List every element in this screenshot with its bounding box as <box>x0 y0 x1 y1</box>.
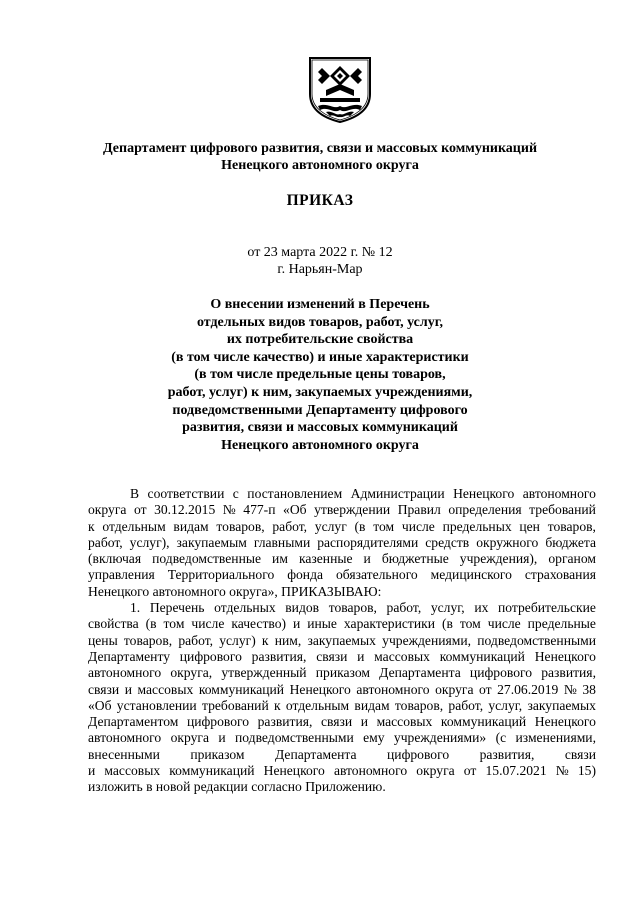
title-line: развития, связи и массовых коммуникаций <box>182 420 458 436</box>
body-line <box>88 665 596 681</box>
body-word: свойства <box>88 616 139 632</box>
body-word: товаров, <box>547 518 596 534</box>
body-word: связи <box>88 681 120 697</box>
body-line <box>88 763 596 779</box>
body-word: услуг, <box>488 697 523 713</box>
title-line: работ, услуг) к ним, закупаемых учреждениями, <box>167 384 473 400</box>
body-word: цифрового <box>469 665 533 681</box>
body-word: округа <box>416 763 455 779</box>
body-line <box>88 616 596 632</box>
body-line: изложить в новой редакции согласно Приложению. <box>88 779 386 795</box>
body-word: том <box>373 518 395 534</box>
body-word: числе <box>487 616 521 632</box>
body-word: подведомственные <box>152 551 262 567</box>
body-word: услуг), <box>129 534 170 550</box>
body-word: цифрового <box>186 714 250 730</box>
body-word: закупаемым <box>176 534 247 550</box>
body-word: казенные <box>298 551 353 567</box>
body-word: 15.07.2021 <box>485 763 547 779</box>
body-word: соответствии <box>147 486 225 501</box>
body-word: к <box>261 632 269 648</box>
body-word: им <box>272 551 288 567</box>
body-line: Ненецкого автономного округа», ПРИКАЗЫВАЮ: <box>88 583 382 599</box>
body-word: 30.12.2015 <box>154 502 216 518</box>
body-word: числе <box>191 616 225 632</box>
body-word: Правил <box>397 502 441 518</box>
body-word: цен <box>519 518 540 534</box>
body-line <box>88 714 596 730</box>
body-word: В <box>130 486 140 501</box>
body-word: окружного <box>476 534 539 550</box>
body-word: том <box>163 616 185 632</box>
body-word: развития, <box>541 665 596 681</box>
body-word: требований <box>201 697 269 713</box>
body-line <box>88 535 596 551</box>
department-name <box>0 140 640 174</box>
body-word: приказом <box>315 665 370 681</box>
document-type: ПРИКАЗ <box>286 192 354 209</box>
body-word: услуг <box>314 518 347 534</box>
document-title <box>0 296 640 454</box>
body-word: работ, <box>448 697 484 713</box>
body-word: Департаментом <box>88 714 179 730</box>
body-word: предельных <box>442 518 512 534</box>
body-word: утверждении <box>314 502 391 518</box>
body-word: к <box>273 697 281 713</box>
body-word: изменениями, <box>515 730 596 746</box>
body-word: предельные <box>527 616 596 632</box>
body-word: коммуникаций <box>439 648 525 664</box>
body-word: товаров, <box>216 518 265 534</box>
body-word: подведомственными <box>235 730 354 746</box>
body-word: от <box>479 681 492 697</box>
title-line: Ненецкого автономного округа <box>221 437 419 453</box>
body-word: к <box>88 518 95 534</box>
nenets-coat-of-arms-icon <box>304 54 376 124</box>
body-word: работ, <box>272 518 308 534</box>
body-word: требований <box>529 502 596 518</box>
body-word: отдельных <box>214 600 276 616</box>
body-word: округа <box>170 730 209 746</box>
body-word: подведомственными <box>477 632 596 648</box>
body-word: массовых <box>104 763 161 779</box>
body-word: (в <box>354 518 366 534</box>
body-line <box>88 730 596 746</box>
body-word: № <box>222 502 236 518</box>
title-line: подведомственными Департаменту цифрового <box>172 402 468 418</box>
body-word: цифрового <box>179 648 242 664</box>
body-word: товаров, <box>328 600 377 616</box>
body-word: закупаемых <box>307 632 376 648</box>
body-word: 1. <box>130 600 141 616</box>
body-word: развития, <box>479 746 535 762</box>
title-line: (в том числе предельные цены товаров, <box>194 367 446 383</box>
body-word: округа <box>435 681 474 697</box>
body-word: «Об <box>283 502 307 518</box>
body-word: автономного <box>88 665 162 681</box>
body-word: учреждениями, <box>382 632 472 648</box>
body-word: массовых <box>376 714 433 730</box>
body-word: работ, <box>178 632 214 648</box>
body-line <box>88 649 596 665</box>
body-word: и <box>293 616 301 632</box>
body-word: видам <box>173 518 209 534</box>
body-word: иные <box>307 616 337 632</box>
body-word: качество) <box>231 616 287 632</box>
body-line <box>88 551 596 567</box>
body-word: товаров, <box>123 632 173 648</box>
body-word: установлении <box>116 697 197 713</box>
body-word: фонда <box>287 567 324 583</box>
body-word: 477-п <box>243 502 276 518</box>
body-word: цифрового <box>387 746 450 762</box>
body-word: связи <box>316 648 348 664</box>
body-word: ним, <box>274 632 302 648</box>
body-word: отдельным <box>285 697 350 713</box>
body-line <box>88 519 596 535</box>
body-word: потребительские <box>498 600 596 616</box>
body-line <box>88 600 596 616</box>
department-line: Ненецкого автономного округа <box>221 158 419 173</box>
body-word: Ненецкого <box>263 763 325 779</box>
body-word: определения <box>448 502 522 518</box>
body-word: видов <box>285 600 320 616</box>
body-word: с <box>232 486 239 501</box>
body-word: услуг) <box>219 632 256 648</box>
body-word: массовых <box>137 681 194 697</box>
body-word: Территориального <box>167 567 275 583</box>
body-word: Департамента <box>379 665 461 681</box>
body-word: коммуникаций <box>440 714 527 730</box>
title-line: их потребительские свойства <box>226 332 414 348</box>
body-word: «Об <box>88 697 112 713</box>
body-word: Ненецкого <box>453 486 515 501</box>
body-word: работ, <box>386 600 422 616</box>
body-word: округа, <box>170 665 213 681</box>
body-word: Администрации <box>350 486 445 501</box>
body-word: распорядителями <box>317 534 419 550</box>
body-line <box>88 682 596 698</box>
body-word: управления <box>88 567 155 583</box>
body-word: Перечень <box>149 600 205 616</box>
body-word: цены <box>88 632 118 648</box>
body-word: связи <box>564 746 596 762</box>
body-line <box>88 747 596 763</box>
body-word: (в <box>441 616 453 632</box>
body-word: автономного <box>88 730 162 746</box>
body-word: и <box>218 730 226 746</box>
body-word: том <box>459 616 481 632</box>
body-line <box>88 567 596 583</box>
body-line <box>88 502 596 518</box>
document-body <box>88 486 596 796</box>
body-word: учреждения), <box>459 551 538 567</box>
body-word: числе <box>401 518 435 534</box>
body-word: утвержденный <box>221 665 307 681</box>
body-word: главными <box>253 534 311 550</box>
body-line <box>88 486 596 502</box>
body-word: 15) <box>577 763 596 779</box>
body-word: обязательного <box>335 567 418 583</box>
body-word: страхования <box>524 567 596 583</box>
body-word: 38 <box>582 681 596 697</box>
body-word: бюджетные <box>381 551 449 567</box>
body-word: товаров, <box>394 697 444 713</box>
body-word: коммуникаций <box>198 681 285 697</box>
body-word: автономного <box>356 681 430 697</box>
body-word: № <box>555 763 569 779</box>
body-word: Департаменту <box>88 648 171 664</box>
body-word: округа <box>88 502 127 518</box>
body-word: и <box>357 648 365 664</box>
body-word: (с <box>495 730 507 746</box>
body-word: автономного <box>333 763 408 779</box>
title-line: отдельных видов товаров, работ, услуг, <box>196 314 444 330</box>
body-word: средств <box>425 534 470 550</box>
body-word: № <box>563 681 577 697</box>
body-word: приказом <box>190 746 245 762</box>
body-word: бюджета <box>545 534 596 550</box>
body-word: от <box>463 763 477 779</box>
body-word: (включая <box>88 551 142 567</box>
body-word: их <box>474 600 489 616</box>
body-word: массовых <box>374 648 430 664</box>
body-word: автономного <box>522 486 596 501</box>
body-line <box>88 698 596 714</box>
body-word: коммуникаций <box>169 763 255 779</box>
body-word: от <box>133 502 147 518</box>
body-word: медицинского <box>430 567 512 583</box>
body-word: Ненецкого <box>534 714 596 730</box>
body-word: работ, <box>88 534 123 550</box>
body-word: внесенными <box>88 746 160 762</box>
body-word: Департамента <box>274 746 357 762</box>
body-word: органом <box>548 551 596 567</box>
date-number: от 23 марта 2022 г. № 12 <box>247 245 393 260</box>
body-word: учреждениями» <box>393 730 487 746</box>
city: г. Нарьян-Мар <box>277 262 363 277</box>
body-word: и <box>360 714 368 730</box>
body-word: связи <box>320 714 353 730</box>
body-word: Ненецкого <box>534 648 596 664</box>
body-word: развития, <box>257 714 313 730</box>
document-meta <box>0 244 640 278</box>
body-word: 27.06.2019 <box>497 681 559 697</box>
body-word: отдельным <box>102 518 166 534</box>
body-line <box>88 633 596 649</box>
body-word: и <box>88 763 96 779</box>
body-word: (в <box>145 616 157 632</box>
body-word: видам <box>354 697 390 713</box>
department-line: Департамент цифрового развития, связи и массовых коммуникаций <box>102 141 538 156</box>
title-line: (в том числе качество) и иные характеристики <box>171 349 469 365</box>
body-word: услуг, <box>430 600 465 616</box>
body-word: постановлением <box>247 486 343 501</box>
body-word: закупаемых <box>527 697 596 713</box>
body-word: Ненецкого <box>289 681 351 697</box>
body-word: характеристики <box>343 616 436 632</box>
title-line: О внесении изменений в Перечень <box>210 297 430 312</box>
body-word: развития, <box>251 648 307 664</box>
body-word: и <box>363 551 371 567</box>
body-word: ему <box>363 730 385 746</box>
body-word: и <box>124 681 132 697</box>
